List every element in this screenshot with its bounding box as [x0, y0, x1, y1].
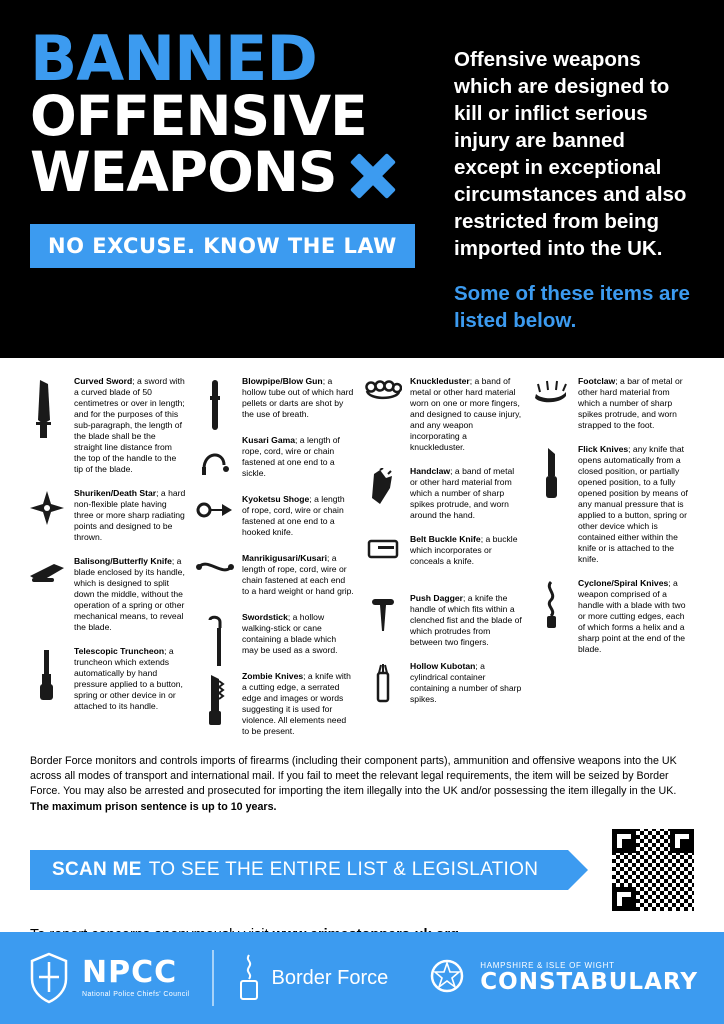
- title-banned: BANNED: [30, 22, 317, 95]
- constabulary-subtitle: HAMPSHIRE & ISLE OF WIGHT: [480, 961, 615, 971]
- list-item-text: [242, 376, 354, 420]
- item-desc: ; a blade enclosed by its handle, which is designed to split down the middle, without the operation of a spring or other mechanical means, to reveal the blade.: [74, 556, 185, 632]
- item-desc: ; a sword with a curved blade of 50 centimetres or over in length; and for the purposes of this sub-paragraph, the length of the blade shall be the straight line distance from the top of the handle to the tip of the blade.: [74, 376, 185, 474]
- item-name: Blowpipe/Blow Gun: [242, 376, 323, 386]
- title-weapons: WEAPONS: [30, 140, 337, 205]
- header-paragraph: Offensive weapons which are designed to kill or inflict serious injury are banned except in exceptional circumstances and also restricted from being imported into the UK.: [454, 48, 687, 261]
- item-desc: ; a truncheon which extends automatically by hand pressure applied to a button, spring or other device in or attached to its handle.: [74, 646, 183, 711]
- knuckleduster-icon: [362, 376, 404, 422]
- npcc-name: NPCC: [82, 955, 178, 990]
- header-title-block: [30, 24, 430, 358]
- list-item: [194, 376, 354, 422]
- list-item: [194, 671, 354, 737]
- list-item: [194, 435, 354, 481]
- list-item-text: [74, 646, 186, 712]
- item-desc: ; a knife the handle of which fits within a clenched fist and the blade of which protrudes from between two fingers.: [410, 593, 522, 647]
- item-name: Kyoketsu Shoge: [242, 494, 310, 504]
- list-item: [26, 646, 186, 712]
- item-name: Swordstick: [242, 612, 288, 622]
- zombie-knife-icon: [194, 671, 236, 717]
- qr-code[interactable]: [612, 829, 694, 911]
- list-item-text: [242, 494, 354, 538]
- item-desc: ; a bar of metal or other hard material from which a number of sharp spikes protrude, and worn strapped to the foot.: [578, 376, 683, 430]
- item-desc: ; a cylindrical container containing a number of sharp spikes.: [410, 661, 522, 704]
- list-item: [362, 534, 522, 580]
- hollow-kubotan-icon: [362, 661, 404, 707]
- list-item: [26, 376, 186, 475]
- item-desc: ; a length of rope, cord, wire or chain fastened at one end to a sickle.: [242, 435, 340, 478]
- item-desc: ; a buckle which incorporates or conceals a knife.: [410, 534, 518, 566]
- list-item: [530, 376, 690, 431]
- item-name: Hollow Kubotan: [410, 661, 476, 671]
- item-name: Flick Knives: [578, 444, 629, 454]
- list-item: [26, 488, 186, 543]
- list-item: [362, 661, 522, 707]
- list-item: [362, 376, 522, 453]
- item-name: Kusari Gama: [242, 435, 296, 445]
- item-name: Curved Sword: [74, 376, 133, 386]
- list-item: [194, 494, 354, 540]
- kyoketsu-shoge-icon: [194, 494, 236, 540]
- constabulary-text: [480, 961, 698, 994]
- scan-rest-label: TO SEE THE ENTIRE LIST & LEGISLATION: [148, 858, 539, 880]
- list-item-text: [410, 376, 522, 453]
- items-column-4: [530, 376, 690, 750]
- constabulary-crest-icon: [426, 954, 468, 1002]
- item-desc: ; a length of rope, cord, wire or chain fastened at one end to a hooked knife.: [242, 494, 345, 537]
- items-column-2: [194, 376, 354, 750]
- border-force-crest-icon: [236, 953, 262, 1003]
- cross-x-icon: [347, 150, 399, 202]
- item-name: Handclaw: [410, 466, 451, 476]
- scan-me-label: SCAN ME: [52, 858, 142, 880]
- list-item-text: [242, 671, 354, 737]
- item-name: Footclaw: [578, 376, 616, 386]
- header-subline: Some of these items are listed below.: [454, 282, 690, 333]
- flick-knife-icon: [530, 444, 572, 490]
- item-name: Zombie Knives: [242, 671, 304, 681]
- telescopic-truncheon-icon: [26, 646, 68, 692]
- kusari-gama-icon: [194, 435, 236, 481]
- list-item: [530, 578, 690, 655]
- header: [0, 0, 724, 358]
- legal-paragraph: [0, 750, 724, 815]
- legal-text-bold: The maximum prison sentence is up to 10 years.: [30, 800, 277, 813]
- header-text-block: [430, 24, 694, 358]
- list-item: [362, 466, 522, 521]
- items-column-3: [362, 376, 522, 750]
- border-force-logo: [236, 953, 389, 1003]
- legal-text: Border Force monitors and controls imports of firearms (including their component parts), ammunition and offensive weapons into the UK across all modes of transport and international mail. If you fail to meet the relevant legal requirements, the item will be seized by Border Force. You may also be arrested and prosecuted for importing the item illegally into the UK and/or possessing the item illegally in the UK.: [30, 755, 677, 798]
- list-item-text: [410, 661, 522, 705]
- item-desc: ; a knife with a cutting edge, a serrated edge and images or words suggesting it is used for violence. All elements need to be present.: [242, 671, 351, 736]
- banned-items-grid: [0, 358, 724, 750]
- handclaw-icon: [362, 466, 404, 512]
- item-desc: ; a hollow tube out of which hard pellets or darts are shot by the use of breath.: [242, 376, 354, 419]
- list-item-text: [242, 553, 354, 597]
- list-item-text: [74, 488, 186, 543]
- list-item-text: [578, 444, 690, 565]
- item-desc: ; a length of rope, cord, wire or chain fastened at each end to a hard weight or hand grip.: [242, 553, 354, 596]
- list-item-text: [242, 435, 354, 479]
- item-desc: ; a band of metal or other hard material worn on one or more fingers, and designed to cause injury, and any weapon incorporating a knuckleduster.: [410, 376, 522, 452]
- item-desc: ; a hollow walking-stick or cane containing a blade which may be used as a sword.: [242, 612, 338, 655]
- item-desc: ; a band of metal or other hard material from which a number of sharp spikes protrude, and worn around the hand.: [410, 466, 515, 520]
- list-item-text: [74, 556, 186, 633]
- list-item: [362, 593, 522, 648]
- item-name: Cyclone/Spiral Knives: [578, 578, 669, 588]
- item-name: Manrikigusari/Kusari: [242, 553, 328, 563]
- item-desc: ; a weapon comprised of a handle with a blade with two or more cutting edges, each of which forms a helix and a sharp point at the end of the blade.: [578, 578, 686, 654]
- shuriken-icon: [26, 488, 68, 534]
- constabulary-logo: [426, 954, 698, 1002]
- push-dagger-icon: [362, 593, 404, 639]
- manrikigusari-icon: [194, 553, 236, 599]
- item-name: Balisong/Butterfly Knife: [74, 556, 172, 566]
- belt-buckle-knife-icon: [362, 534, 404, 580]
- item-name: Telescopic Truncheon: [74, 646, 165, 656]
- footer-bar: [0, 932, 724, 1024]
- list-item-text: [578, 376, 690, 431]
- list-item-text: [410, 534, 522, 567]
- swordstick-icon: [194, 612, 236, 658]
- curved-sword-icon: [26, 376, 68, 422]
- items-column-1: [26, 376, 186, 750]
- item-name: Shuriken/Death Star: [74, 488, 157, 498]
- npcc-text: [82, 955, 190, 998]
- cyclone-knife-icon: [530, 578, 572, 624]
- list-item-text: [410, 466, 522, 521]
- list-item: [26, 556, 186, 633]
- footer-divider: [212, 950, 214, 1006]
- npcc-logo: [26, 952, 190, 1004]
- item-desc: ; a hard non-flexible plate having three or more sharp radiating points and designed to be thrown.: [74, 488, 186, 542]
- title-weapons-row: [30, 140, 430, 205]
- list-item-text: [242, 612, 354, 656]
- constabulary-name: CONSTABULARY: [480, 969, 698, 996]
- balisong-icon: [26, 556, 68, 602]
- footclaw-icon: [530, 376, 572, 422]
- blowpipe-icon: [194, 376, 236, 422]
- item-name: Belt Buckle Knife: [410, 534, 481, 544]
- list-item: [530, 444, 690, 565]
- tagline-badge: NO EXCUSE. KNOW THE LAW: [30, 224, 415, 268]
- item-desc: ; any knife that opens automatically from a closed position, or partially opened position, to a fully opened position by means of any manual pressure that is applied to a button, spring or other device which is contained either within the knife or is attached to the knife.: [578, 444, 688, 564]
- list-item: [194, 612, 354, 658]
- list-item-text: [410, 593, 522, 648]
- item-name: Push Dagger: [410, 593, 464, 603]
- list-item: [194, 553, 354, 599]
- npcc-crest-icon: [26, 952, 72, 1004]
- border-force-name: Border Force: [271, 966, 389, 989]
- npcc-subtitle: National Police Chiefs' Council: [82, 991, 190, 998]
- scan-row: [0, 815, 724, 911]
- title-offensive: OFFENSIVE: [30, 83, 367, 148]
- scan-banner[interactable]: [30, 850, 568, 890]
- item-name: Knuckleduster: [410, 376, 470, 386]
- list-item-text: [74, 376, 186, 475]
- list-item-text: [578, 578, 690, 655]
